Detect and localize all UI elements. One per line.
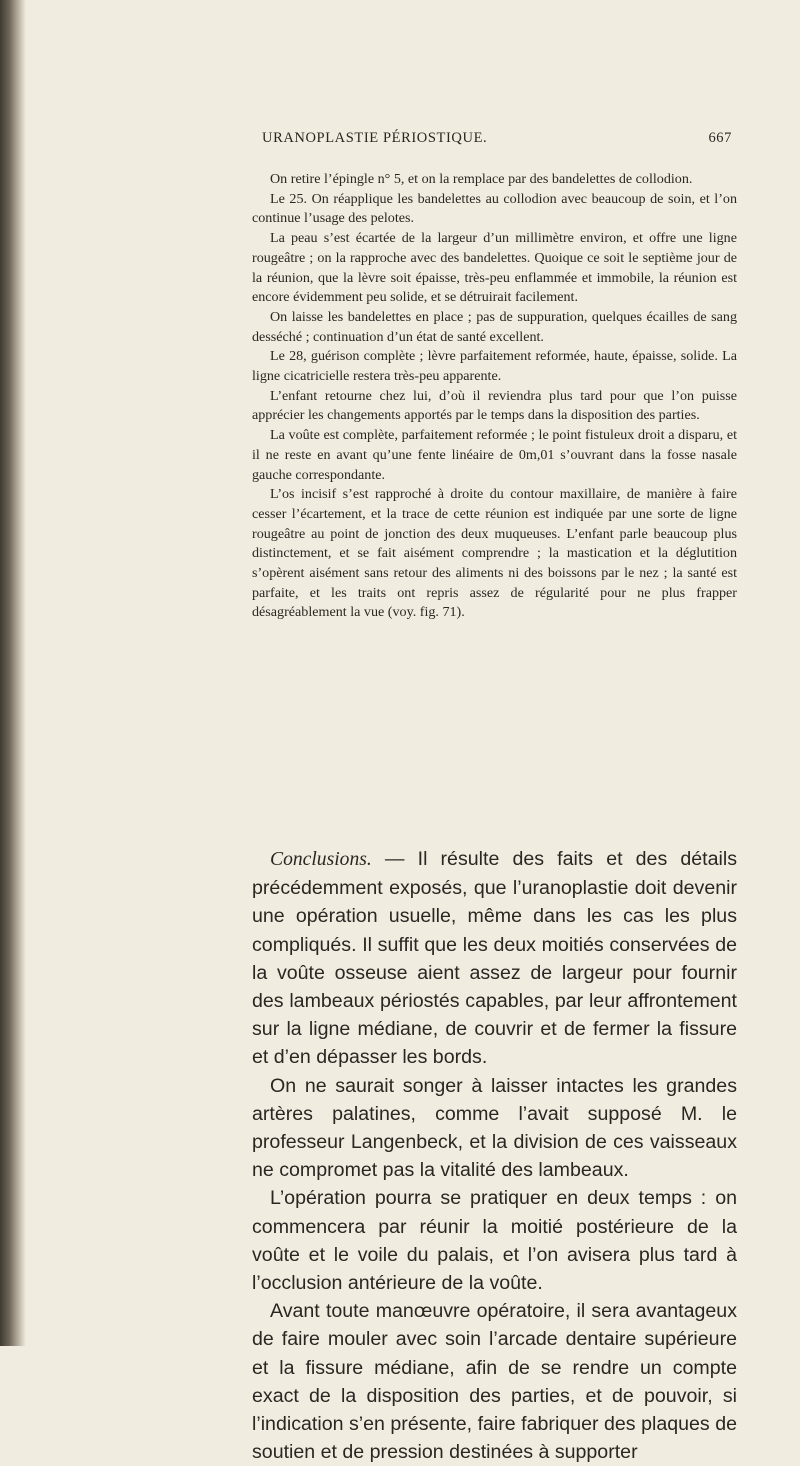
conclusions-paragraph: [252, 845, 737, 1072]
case-paragraph: La peau s’est écartée de la largeur d’un millimètre environ, et offre une ligne rougeâtre ; on la rapproche avec des bandelettes. Quoique ce soit le septième jour de la réunion, que la lèvre soit épaisse, très-peu enflammée et immobile, la réunion est encore évidemment peu solide, et se détruirait facilement.: [252, 230, 737, 306]
running-title: URANOPLASTIE PÉRIOSTIQUE.: [262, 130, 488, 146]
case-paragraph: On laisse les bandelettes en place ; pas de suppuration, quelques écailles de sang desséché ; continuation d’un état de santé excellent.: [252, 308, 737, 345]
case-paragraph: La voûte est complète, parfaitement reformée ; le point fistuleux droit a disparu, et il ne reste en avant qu’une fente linéaire de 0m,01 s’ouvrant dans la fosse nasale gauche correspondante.: [252, 427, 737, 483]
conclusions-paragraph: L’opération pourra se pratiquer en deux temps : on commencera par réunir la moitié postérieure de la voûte et le voile du palais, et l’on avisera plus tard à l’occlusion antérieure de la voûte.: [252, 1187, 737, 1295]
case-paragraph: Le 25. On réapplique les bandelettes au collodion avec beaucoup de soin, et l’on continue l’usage des pelotes.: [252, 190, 737, 227]
case-report: [252, 170, 737, 623]
conclusions-paragraph: On ne saurait songer à laisser intactes les grandes artères palatines, comme l’avait supposé M. le professeur Langenbeck, et la division de ces vaisseaux ne compromet pas la vitalité des lambeaux.: [252, 1074, 737, 1182]
conclusions-text: — Il résulte des faits et des détails précédemment exposés, que l’uranoplastie doit devenir une opération usuelle, même dans les cas les plus compliqués. Il suffit que les deux moitiés conservées de la voûte osseuse aient assez de largeur pour fournir des lambeaux périostés capables, par leur affrontement sur la ligne médiane, de couvrir et de fermer la fissure et d’en dépasser les bords.: [252, 848, 738, 1069]
conclusions-section: [252, 845, 737, 1466]
conclusions-heading: Conclusions.: [270, 849, 372, 870]
running-header: [262, 130, 732, 154]
case-paragraph: On retire l’épingle n° 5, et on la remplace par des bandelettes de collodion.: [270, 171, 693, 187]
page-number: 667: [708, 130, 732, 146]
case-paragraph: L’os incisif s’est rapproché à droite du contour maxillaire, de manière à faire cesser l’écartement, et la trace de cette réunion est indiquée par une sorte de ligne rougeâtre au point de jonction des deux muqueuses. L’enfant parle beaucoup plus distinctement, et se fait aisément comprendre ; la mastication et la déglutition s’opèrent aisément sans retour des aliments ni des boissons par le nez ; la santé est parfaite, et les traits ont repris assez de régularité pour ne plus frapper désagréablement la vue (voy. fig. 71).: [252, 486, 737, 621]
case-paragraph: L’enfant retourne chez lui, d’où il reviendra plus tard pour que l’on puisse apprécier les changements apportés par le temps dans la disposition des parties.: [252, 387, 737, 424]
conclusions-paragraph: Avant toute manœuvre opératoire, il sera avantageux de faire mouler avec soin l’arcade dentaire supérieure et la fissure médiane, afin de se rendre un compte exact de la disposition des parties, et de pouvoir, si l’indication s’en présente, faire fabriquer des plaques de soutien et de pression destinées à supporter: [252, 1300, 737, 1464]
case-paragraph: Le 28, guérison complète ; lèvre parfaitement reformée, haute, épaisse, solide. La ligne cicatricielle restera très-peu apparente.: [252, 348, 737, 385]
